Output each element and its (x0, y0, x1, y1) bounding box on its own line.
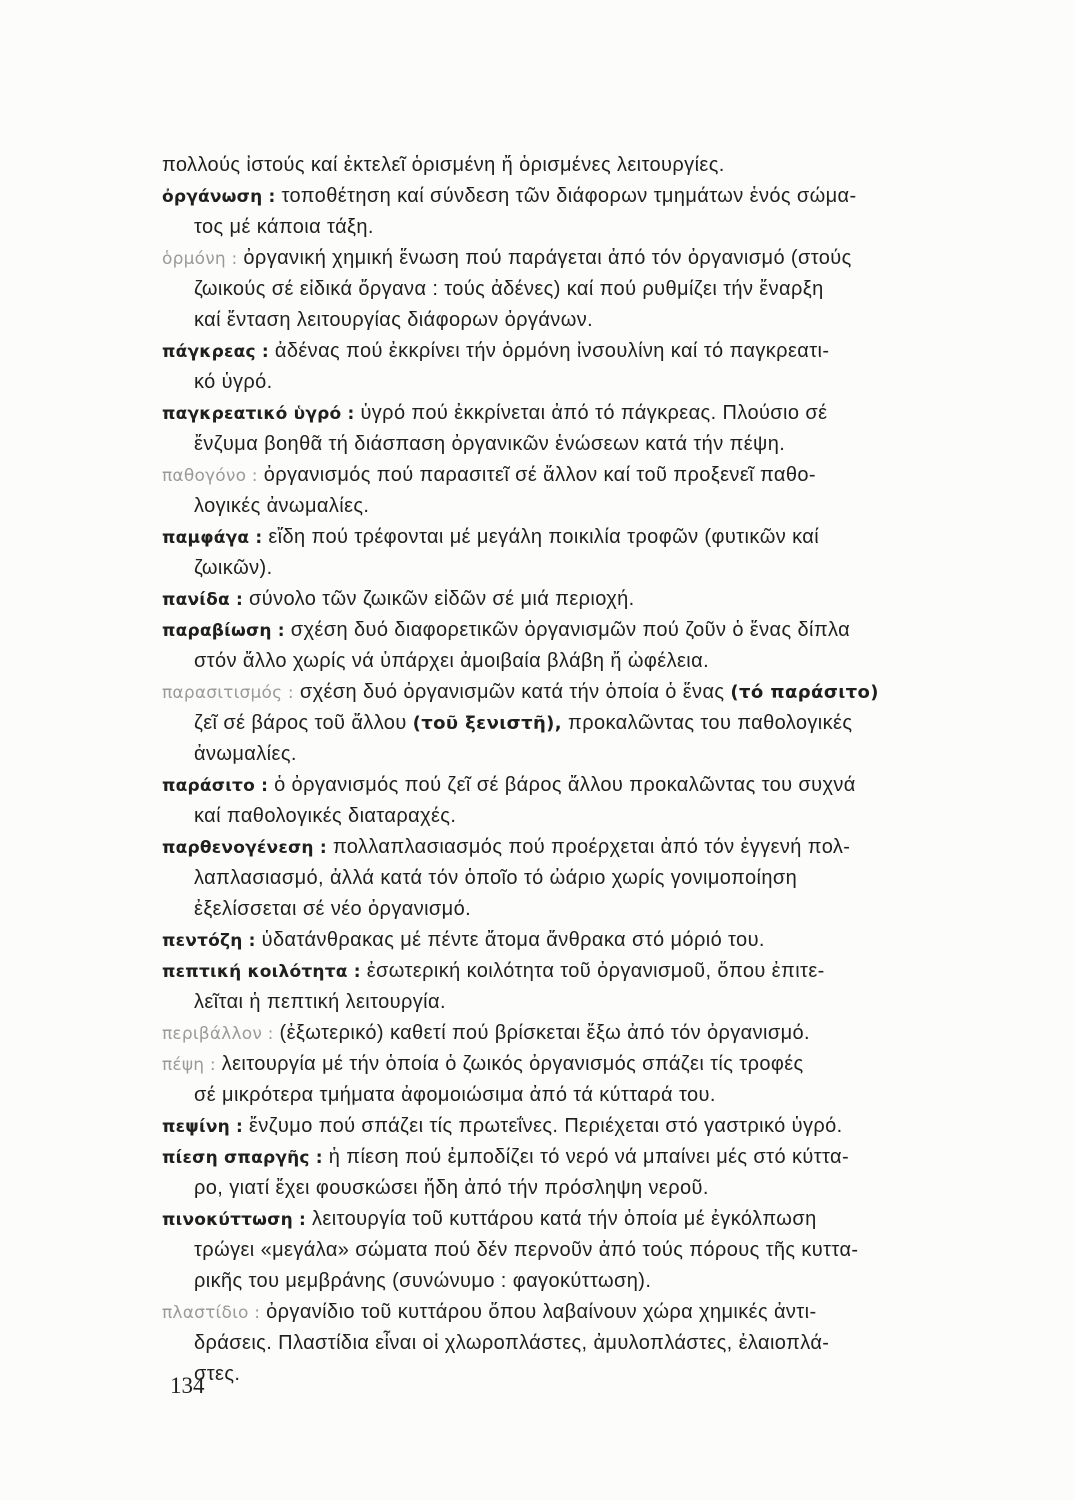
definition-text: προκαλῶντας του παθολογικές (562, 712, 853, 734)
definition-text: λειτουργία μέ τήν ὁποία ὁ ζωικός ὀργανισμός σπάζει τίς τροφές (221, 1053, 804, 1075)
text-line (162, 460, 992, 491)
definition-text: λειτουργία τοῦ κυττάρου κατά τήν ὁποία μέ ἐγκόλπωση (312, 1208, 817, 1230)
text-line (162, 1328, 992, 1359)
definition-text: δράσεις. Πλαστίδια εἶναι οἱ χλωροπλάστες, ἀμυλοπλάστες, ἐλαιοπλά- (194, 1332, 830, 1354)
definition-text: πολλαπλασιασμός πού προέρχεται ἀπό τόν ἐγγενή πολ- (332, 836, 851, 858)
definition-text: ὑγρό πού ἐκκρίνεται ἀπό τό πάγκρεας. Πλούσιο σέ (360, 402, 828, 424)
text-line (162, 243, 992, 274)
text-line (162, 491, 992, 522)
text-line (162, 429, 992, 460)
definition-text: τος μέ κάποια τάξη. (194, 216, 374, 238)
glossary-entry (162, 150, 992, 181)
text-line (162, 1204, 992, 1235)
glossary-term: πάγκρεας : (162, 342, 269, 362)
glossary-term: πανίδα : (162, 590, 244, 610)
glossary-entry (162, 677, 992, 770)
definition-text: στες. (194, 1363, 241, 1385)
definition-text: ρικῆς του μεμβράνης (συνώνυμο : φαγοκύττωση). (194, 1270, 652, 1292)
text-line (162, 1359, 992, 1390)
glossary-term: ὀργάνωση : (162, 187, 276, 207)
definition-text: ρο, γιατί ἔχει φουσκώσει ἤδη ἀπό τήν πρόσληψη νεροῦ. (194, 1177, 709, 1199)
definition-text: σχέση δυό ὀργανισμῶν κατά τήν ὁποία ὁ ἕνας (299, 681, 731, 703)
glossary-entry (162, 1297, 992, 1390)
text-line (162, 677, 992, 708)
glossary-entry (162, 925, 992, 956)
definition-text: κό ὑγρό. (194, 371, 273, 393)
glossary-term: πεπτική κοιλότητα : (162, 962, 361, 982)
definition-text: ζεῖ σέ βάρος τοῦ ἄλλου (194, 712, 413, 734)
text-line (162, 646, 992, 677)
definition-text: ὑδατάνθρακας μέ πέντε ἄτομα ἄνθρακα στό μόριό του. (261, 929, 765, 951)
text-line (162, 894, 992, 925)
glossary-term: παγκρεατικό ὑγρό : (162, 404, 355, 424)
definition-text: ὀργανική χημική ἕνωση πού παράγεται ἀπό τόν ὀργανισμό (στούς (243, 247, 852, 269)
text-line (162, 150, 992, 181)
definition-text: ἡ πίεση πού ἐμποδίζει τό νερό νά μπαίνει μές στό κύττα- (328, 1146, 850, 1168)
emphasized-text: (τό παράσιτο) (730, 682, 879, 703)
definition-text: ζωικούς σέ εἰδικά ὄργανα : τούς ἀδένες) καί πού ρυθμίζει τήν ἔναρξη (194, 278, 824, 300)
glossary-term: παραβίωση : (162, 621, 285, 641)
glossary-entry (162, 584, 992, 615)
text-line (162, 1111, 992, 1142)
text-line (162, 336, 992, 367)
glossary-entry (162, 1018, 992, 1049)
glossary-entry (162, 615, 992, 677)
text-line (162, 1080, 992, 1111)
glossary-entry (162, 832, 992, 925)
text-line (162, 1049, 992, 1080)
glossary-term: πεντόζη : (162, 931, 256, 951)
definition-text: εἴδη πού τρέφονται μέ μεγάλη ποικιλία τροφῶν (φυτικῶν καί (268, 526, 820, 548)
text-line (162, 832, 992, 863)
text-line (162, 212, 992, 243)
definition-text: ἔνζυμα βοηθᾶ τή διάσπαση ὀργανικῶν ἑνώσεων κατά τήν πέψη. (194, 433, 786, 455)
text-line (162, 739, 992, 770)
glossary-entry (162, 1142, 992, 1204)
text-line (162, 1235, 992, 1266)
glossary-entry (162, 460, 992, 522)
glossary-entry (162, 1111, 992, 1142)
definition-text: λαπλασιασμό, ἀλλά κατά τόν ὁποῖο τό ὠάριο χωρίς γονιμοποίηση (194, 867, 798, 889)
definition-text: στόν ἄλλο χωρίς νά ὑπάρχει ἀμοιβαία βλάβη ἤ ὠφέλεια. (194, 650, 710, 672)
glossary-term: παρθενογένεση : (162, 838, 327, 858)
definition-text: ἐξελίσσεται σέ νέο ὀργανισμό. (194, 898, 472, 920)
glossary-term: πεψίνη : (162, 1117, 244, 1137)
glossary-entry (162, 956, 992, 1018)
definition-text: ὁ ὀργανισμός πού ζεῖ σέ βάρος ἄλλου προκαλῶντας του συχνά (274, 774, 856, 796)
text-line (162, 367, 992, 398)
definition-text: ζωικῶν). (194, 557, 273, 579)
glossary-entry (162, 522, 992, 584)
glossary-term: παράσιτο : (162, 776, 269, 796)
glossary-entry (162, 770, 992, 832)
glossary-term: πινοκύττωση : (162, 1210, 307, 1230)
glossary-term: πίεση σπαργῆς : (162, 1148, 323, 1168)
glossary-term: παμφάγα : (162, 528, 263, 548)
text-line (162, 398, 992, 429)
definition-text: σέ μικρότερα τμήματα ἀφομοιώσιμα ἀπό τά κύτταρά του. (194, 1084, 716, 1106)
glossary-entry (162, 1049, 992, 1111)
glossary-entry (162, 398, 992, 460)
text-line (162, 987, 992, 1018)
definition-text: λογικές ἀνωμαλίες. (194, 495, 370, 517)
text-line (162, 522, 992, 553)
definition-text: καί ἔνταση λειτουργίας διάφορων ὀργάνων. (194, 309, 594, 331)
glossary-entry (162, 336, 992, 398)
definition-text: καί παθολογικές διαταραχές. (194, 805, 457, 827)
text-line (162, 1173, 992, 1204)
text-line (162, 1142, 992, 1173)
definition-text: λεῖται ἡ πεπτική λειτουργία. (194, 991, 446, 1013)
text-line (162, 274, 992, 305)
text-line (162, 181, 992, 212)
text-line (162, 863, 992, 894)
definition-text: ὀργανίδιο τοῦ κυττάρου ὅπου λαβαίνουν χώρα χημικές ἀντι- (266, 1301, 817, 1323)
glossary-page (162, 150, 992, 1390)
text-line (162, 584, 992, 615)
definition-text: ἔνζυμο πού σπάζει τίς πρωτεΐνες. Περιέχεται στό γαστρικό ὑγρό. (249, 1115, 843, 1137)
definition-text: ἀνωμαλίες. (194, 743, 297, 765)
definition-text: πολλούς ἰστούς καί ἐκτελεῖ ὁρισμένη ἤ ὁρισμένες λειτουργίες. (162, 154, 725, 176)
definition-text: τρώγει «μεγάλα» σώματα πού δέν περνοῦν ἀπό τούς πόρους τῆς κυττα- (194, 1239, 859, 1261)
glossary-entry (162, 181, 992, 243)
glossary-term: παρασιτισμός : (162, 683, 294, 703)
text-line (162, 770, 992, 801)
text-line (162, 925, 992, 956)
text-line (162, 305, 992, 336)
glossary-term: ὁρμόνη : (162, 249, 238, 269)
definition-text: ἐσωτερική κοιλότητα τοῦ ὀργανισμοῦ, ὅπου ἐπιτε- (366, 960, 825, 982)
glossary-term: παθογόνο : (162, 466, 258, 486)
text-line (162, 1018, 992, 1049)
definition-text: ὀργανισμός πού παρασιτεῖ σέ ἄλλον καί τοῦ προξενεῖ παθο- (263, 464, 816, 486)
glossary-entry (162, 243, 992, 336)
glossary-term: πέψη : (162, 1055, 216, 1075)
definition-text: σύνολο τῶν ζωικῶν εἰδῶν σέ μιά περιοχή. (248, 588, 635, 610)
text-line (162, 615, 992, 646)
glossary-term: πλαστίδιο : (162, 1303, 261, 1323)
text-line (162, 1266, 992, 1297)
text-line (162, 553, 992, 584)
glossary-entry (162, 1204, 992, 1297)
page-number: 134 (170, 1373, 205, 1398)
definition-text: τοποθέτηση καί σύνδεση τῶν διάφορων τμημάτων ἑνός σώμα- (281, 185, 857, 207)
text-line (162, 956, 992, 987)
emphasized-text: (τοῦ ξενιστῆ), (412, 713, 563, 734)
glossary-term: περιβάλλον : (162, 1024, 274, 1044)
text-line (162, 1297, 992, 1328)
text-line (162, 708, 992, 739)
definition-text: (ἐξωτερικό) καθετί πού βρίσκεται ἔξω ἀπό τόν ὀργανισμό. (279, 1022, 811, 1044)
text-line (162, 801, 992, 832)
definition-text: σχέση δυό διαφορετικῶν ὀργανισμῶν πού ζοῦν ὁ ἕνας δίπλα (290, 619, 851, 641)
definition-text: ἀδένας πού ἐκκρίνει τήν ὁρμόνη ἰνσουλίνη καί τό παγκρεατι- (274, 340, 830, 362)
